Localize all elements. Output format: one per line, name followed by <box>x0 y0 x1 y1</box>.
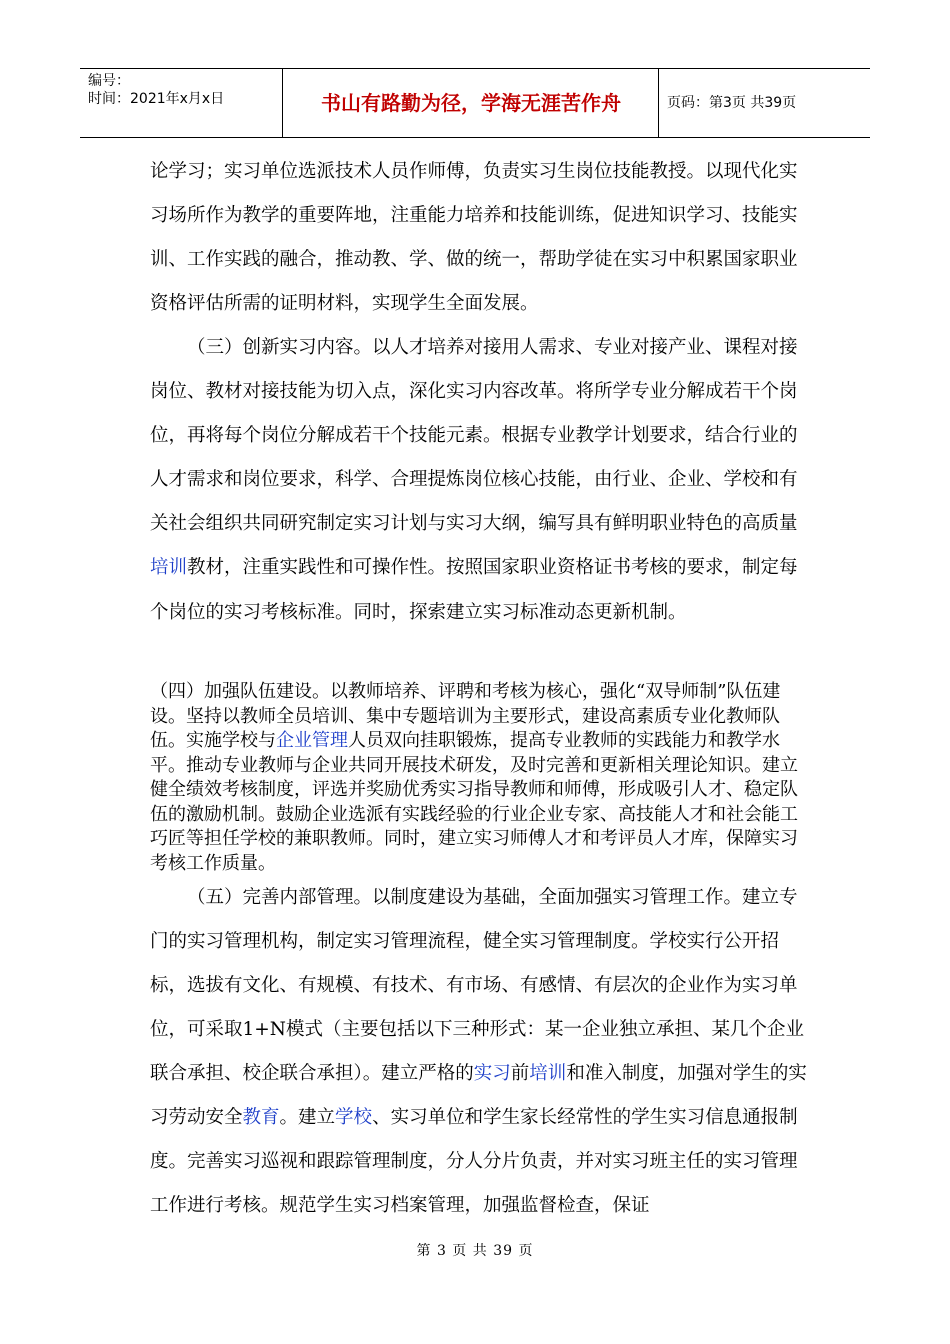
paragraph-1-text: 论学习；实习单位选派技术人员作师傅，负责实习生岗位技能教授。以现代化实习场所作为教学的重要阵地，注重能力培养和技能训练，促进知识学习、技能实训、工作实践的融合，推动教、学、做的统一，帮助学徒在实习中积累国家职业资格评估所需的证明材料，实现学生全面发展。 <box>150 161 798 314</box>
paragraph-4-text-a: （五）完善内部管理。以制度建设为基础，全面加强实习管理工作。建立专门的实习管理机构，制定实习管理流程，健全实习管理制度。学校实行公开招标，选拔有文化、有规模、有技术、有市场、有感情、有层次的企业作为实习单位，可采取1+N模式（主要包括以下三种形式：某一企业独立承担、某几个企业联合承担、校企联合承担）。建立严格的 <box>150 887 804 1084</box>
paragraph-2-text-b: 教材，注重实践性和可操作性。按照国家职业资格证书考核的要求，制定每个岗位的实习考核标准。同时，探索建立实习标准动态更新机制。 <box>150 557 798 623</box>
page-footer: 第 3 页 共 39 页 <box>416 1243 534 1259</box>
education-link[interactable]: 教育 <box>242 1107 280 1128</box>
paragraph-4-text-b: 前 <box>510 1063 530 1084</box>
paragraph-3-text-b: 人员双向挂职锻炼，提高专业教师的实践能力和教学水平。推动专业教师与企业共同开展技术研发，及时完善和更新相关理论知识。建立健全绩效考核制度，评选并奖励优秀实习指导教师和师傅，形成吸引人才、稳定队伍的激励机制。鼓励企业选派有实践经验的行业企业专家、高技能人才和社会能工巧匠等担任学校的兼职教师。同时，建立实习师傅人才和考评员人才库，保障实习考核工作质量。 <box>150 730 798 874</box>
enterprise-management-link[interactable]: 企业管理 <box>276 730 348 751</box>
paragraph-4-text-d: 。建立 <box>279 1107 336 1128</box>
header-motto: 书山有路勤为径，学海无涯苦作舟 <box>284 69 659 137</box>
document-time-label: 时间：2021年x月x日 <box>88 91 225 107</box>
paragraph-3 <box>150 680 810 876</box>
paragraph-2 <box>150 326 810 635</box>
internship-link[interactable]: 实习 <box>473 1063 511 1084</box>
paragraph-3-text-a: （四）加强队伍建设。以教师培养、评聘和考核为核心，强化“双导师制”队伍建设。坚持以教师全员培训、集中专题培训为主要形式，建设高素质专业化教师队伍。实施学校与 <box>150 681 781 751</box>
paragraph-4 <box>150 876 810 1228</box>
page-header <box>80 68 870 138</box>
paragraph-4-text-e: 、实习单位和学生家长经常性的学生实习信息通报制度。完善实习巡视和跟踪管理制度，分人分片负责，并对实习班主任的实习管理工作进行考核。规范学生实习档案管理，加强监督检查，保证 <box>150 1107 798 1216</box>
document-number-label: 编号： <box>88 73 130 89</box>
header-meta <box>80 69 283 137</box>
header-page-info: 页码：第3页 共39页 <box>667 95 797 111</box>
paragraph-2-text-a: （三）创新实习内容。以人才培养对接用人需求、专业对接产业、课程对接岗位、教材对接技能为切入点，深化实习内容改革。将所学专业分解成若干个岗位，再将每个岗位分解成若干个技能元素。根据专业教学计划要求，结合行业的人才需求和岗位要求，科学、合理提炼岗位核心技能，由行业、企业、学校和有关社会组织共同研究制定实习计划与实习大纲，编写具有鲜明职业特色的高质量 <box>150 337 798 535</box>
training-link-2[interactable]: 培训 <box>529 1063 567 1084</box>
paragraph-4-text-c: 和准入制度，加强对学生的实习劳动安全 <box>150 1063 807 1128</box>
training-link[interactable]: 培训 <box>150 557 188 579</box>
paragraph-1 <box>150 150 810 326</box>
school-link[interactable]: 学校 <box>335 1107 373 1128</box>
